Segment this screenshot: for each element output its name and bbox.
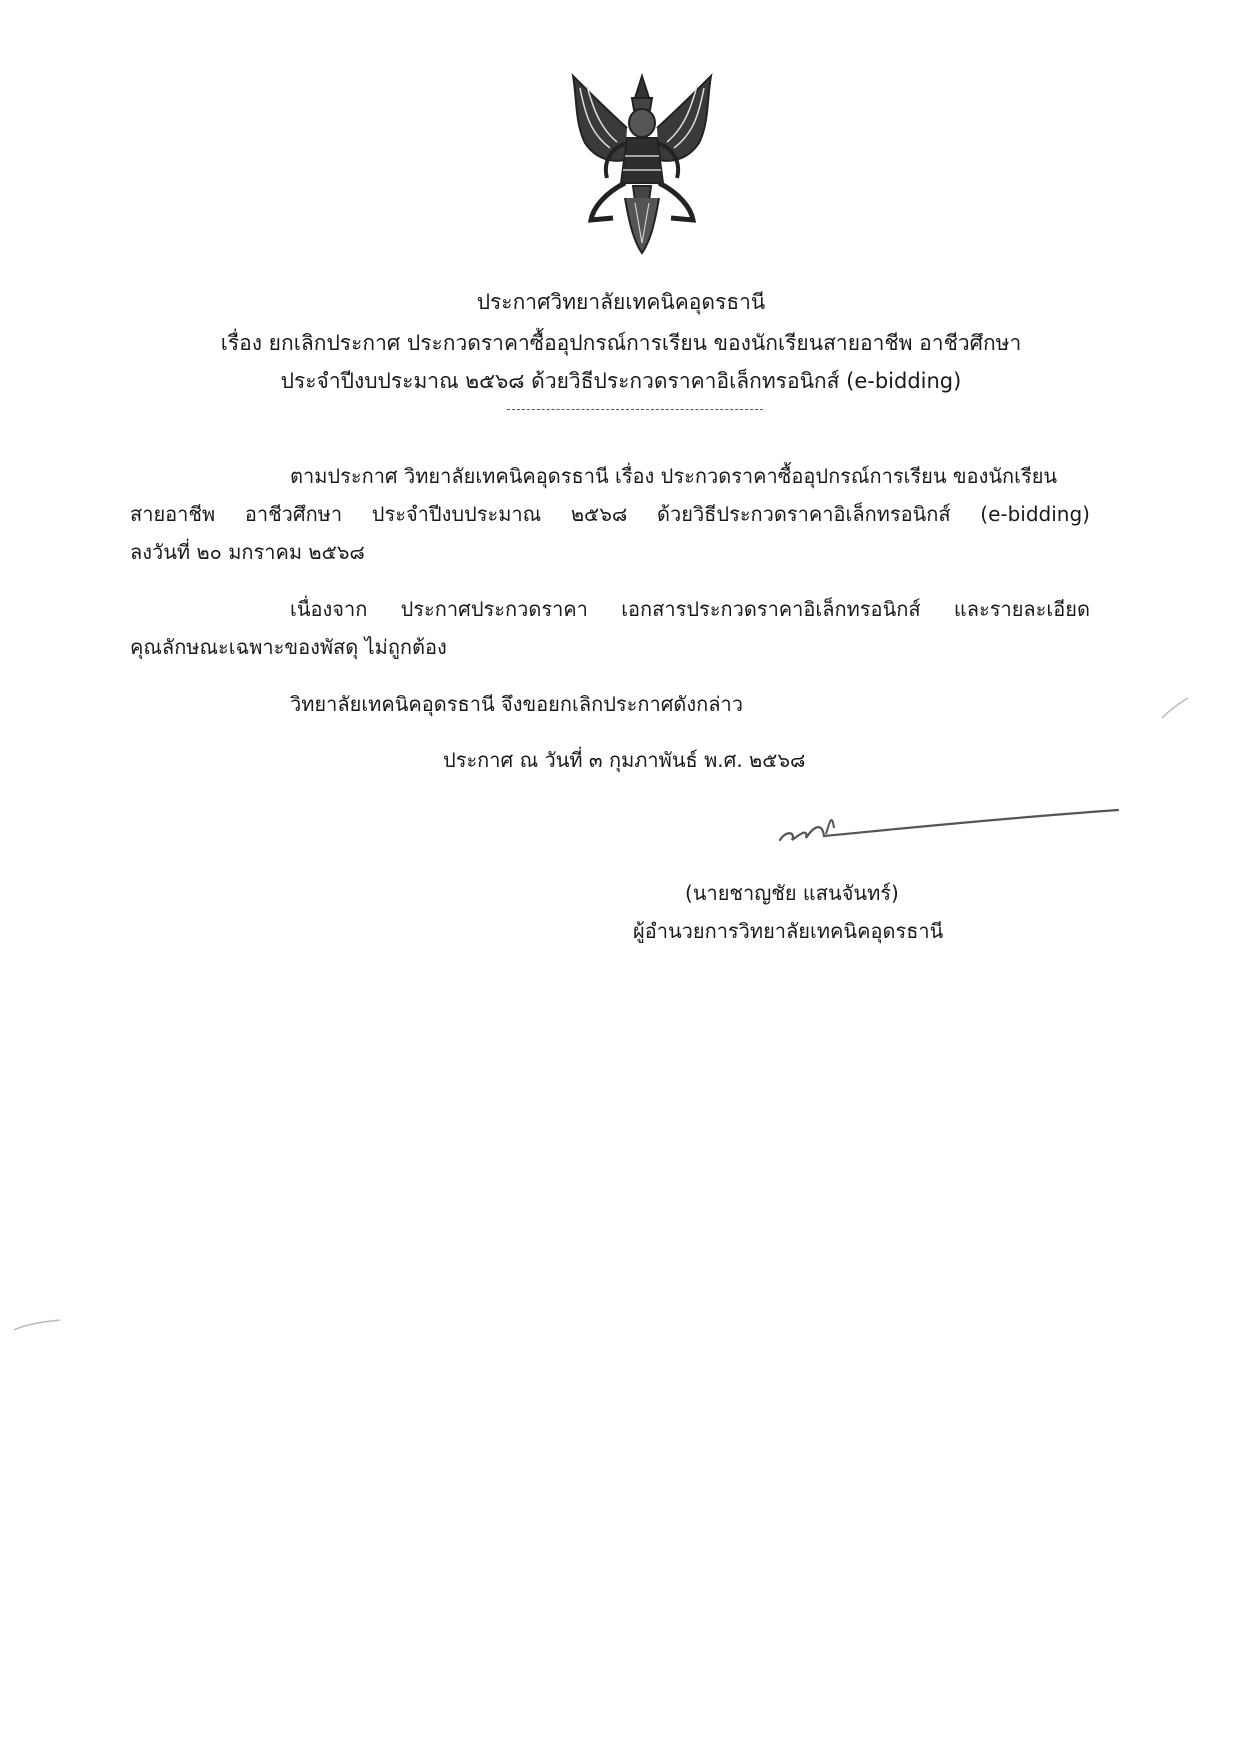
announce-date: ประกาศ ณ วันที่ ๓ กุมภาพันธ์ พ.ศ. ๒๕๖๘ (443, 748, 806, 772)
para2-line1-word: และรายละเอียด (953, 597, 1090, 621)
para1-line2-word: ๒๕๖๘ (570, 502, 628, 526)
subject-line: เรื่อง ยกเลิกประกาศ ประกวดราคาซื้ออุปกรณ์การเรียน ของนักเรียนสายอาชีพ อาชีวศึกษา (220, 331, 1022, 355)
separator-rule (507, 409, 763, 410)
para3-line1: วิทยาลัยเทคนิคอุดรธานี จึงขอยกเลิกประกาศดังกล่าว (290, 692, 743, 716)
para2-line1-word: ประกาศประกวดราคา (400, 597, 588, 621)
para2-line1-word: เอกสารประกวดราคาอิเล็กทรอนิกส์ (621, 597, 921, 621)
para1-line2-word: สายอาชีพ (130, 502, 216, 526)
scan-mark-icon (12, 1316, 62, 1334)
scan-mark-icon (1160, 696, 1190, 720)
para1-line2-word: ด้วยวิธีประกวดราคาอิเล็กทรอนิกส์ (657, 502, 951, 526)
garuda-emblem-icon (555, 68, 730, 258)
para2-line1 (290, 594, 1090, 624)
para1-line2-word: (e-bidding) (980, 502, 1090, 526)
para1-line2-word: อาชีวศึกษา (244, 502, 343, 526)
para1-line3: ลงวันที่ ๒๐ มกราคม ๒๕๖๘ (130, 540, 365, 564)
para1-line1: ตามประกาศ วิทยาลัยเทคนิคอุดรธานี เรื่อง ประกวดราคาซื้ออุปกรณ์การเรียน ของนักเรียน (290, 464, 1058, 488)
subject-line-2: ประจำปีงบประมาณ ๒๕๖๘ ด้วยวิธีประกวดราคาอิเล็กทรอนิกส์ (e-bidding) (280, 369, 962, 393)
signatory-position: ผู้อำนวยการวิทยาลัยเทคนิคอุดรธานี (633, 919, 944, 943)
signature-icon (778, 800, 1123, 850)
para2-line1-word: เนื่องจาก (290, 597, 368, 621)
para2-line2: คุณลักษณะเฉพาะของพัสดุ ไม่ถูกต้อง (130, 635, 447, 659)
para1-line2 (130, 499, 1090, 529)
signatory-name: (นายชาญชัย แสนจันทร์) (685, 881, 899, 905)
para1-line2-word: ประจำปีงบประมาณ (371, 502, 542, 526)
announcement-title: ประกาศวิทยาลัยเทคนิคอุดรธานี (476, 290, 766, 314)
